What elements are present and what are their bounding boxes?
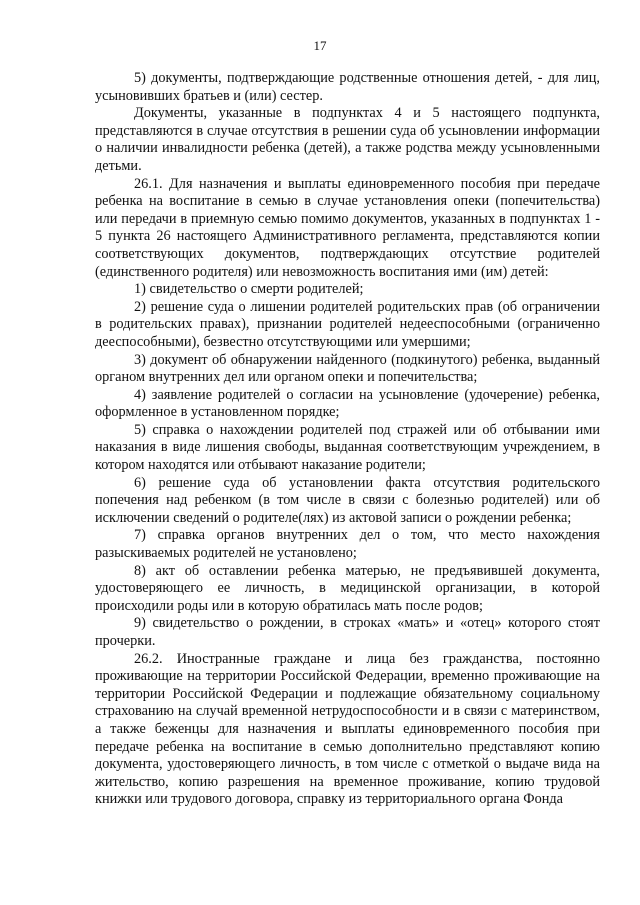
list-item-5-custody-certificate: 5) справка о нахождении родителей под стражей или об отбывании ими наказания в виде лишения свободы, выданная соответствующим учреждением, в котором находятся или отбывают наказание родители; (95, 421, 600, 474)
document-body (95, 70, 600, 809)
list-item-8-abandonment-act: 8) акт об оставлении ребенка матерью, не предъявившей документа, удостоверяющего ее личность, в медицинской организации, в которой происходили роды или в которую обратилась мать после родов; (95, 562, 600, 614)
paragraph-26-1: 26.1. Для назначения и выплаты единовременного пособия при передаче ребенка на воспитание в семью в случае установления опеки (попечительства) или передачи в приемную семью помимо документов, указанных в подпунктах 1 - 5 пункта 26 настоящего Административного регламента, представляются копии соответствующих документов, подтверждающих отсутствие родителей (единственного родителя) или невозможность воспитания ими (им) детей: (95, 175, 600, 280)
paragraph-26-2: 26.2. Иностранные граждане и лица без гражданства, постоянно проживающие на территории Российской Федерации, временно проживающие на территории Российской Федерации и подлежащие обязательному социальному страхованию на случай временной нетрудоспособности и в связи с материнством, а также беженцы для назначения и выплаты единовременного пособия при передаче ребенка на воспитание в семью дополнительно представляют копию документа, удостоверяющего личность, в том числе с отметкой о выдаче вида на жительство, копию разрешения на временное проживание, копию трудовой книжки или трудового договора, справку из территориального органа Фонда (95, 650, 600, 808)
list-item-1-death-certificate: 1) свидетельство о смерти родителей; (134, 281, 364, 298)
list-item-6-court-fact-decision: 6) решение суда об установлении факта отсутствия родительского попечения над ребенком (в том числе в связи с болезнью родителей) или об исключении сведений о родителе(лях) из актовой записи о рождении ребенка; (95, 474, 600, 526)
list-item-9-birth-certificate: 9) свидетельство о рождении, в строках «мать» и «отец» которого стоят прочерки. (95, 615, 600, 649)
list-item-7-police-certificate: 7) справка органов внутренних дел о том, что место нахождения разыскиваемых родителей не установлено; (95, 527, 600, 562)
paragraph-item-5-relatives: 5) документы, подтверждающие родственные отношения детей, - для лиц, усыновивших братьев и (или) сестер. (95, 70, 600, 104)
paragraph-documents-note: Документы, указанные в подпунктах 4 и 5 настоящего подпункта, представляются в случае отсутствия в решении суда об усыновлении информации о наличии инвалидности ребенка (детей), а также родства между усыновленными детьми. (95, 105, 600, 174)
list-item-4-adoption-consent: 4) заявление родителей о согласии на усыновление (удочерение) ребенка, оформленное в установленном порядке; (95, 386, 600, 421)
list-item-3-found-child-document: 3) документ об обнаружении найденного (подкинутого) ребенка, выданный органом внутренних дел или органом опеки и попечительства; (95, 351, 600, 386)
list-item-2-court-decision: 2) решение суда о лишении родителей родительских прав (об ограничении в родительских правах), признании родителей недееспособными (ограниченно дееспособными), безвестно отсутствующими или умершими; (95, 298, 600, 350)
page-number: 17 (313, 38, 327, 53)
